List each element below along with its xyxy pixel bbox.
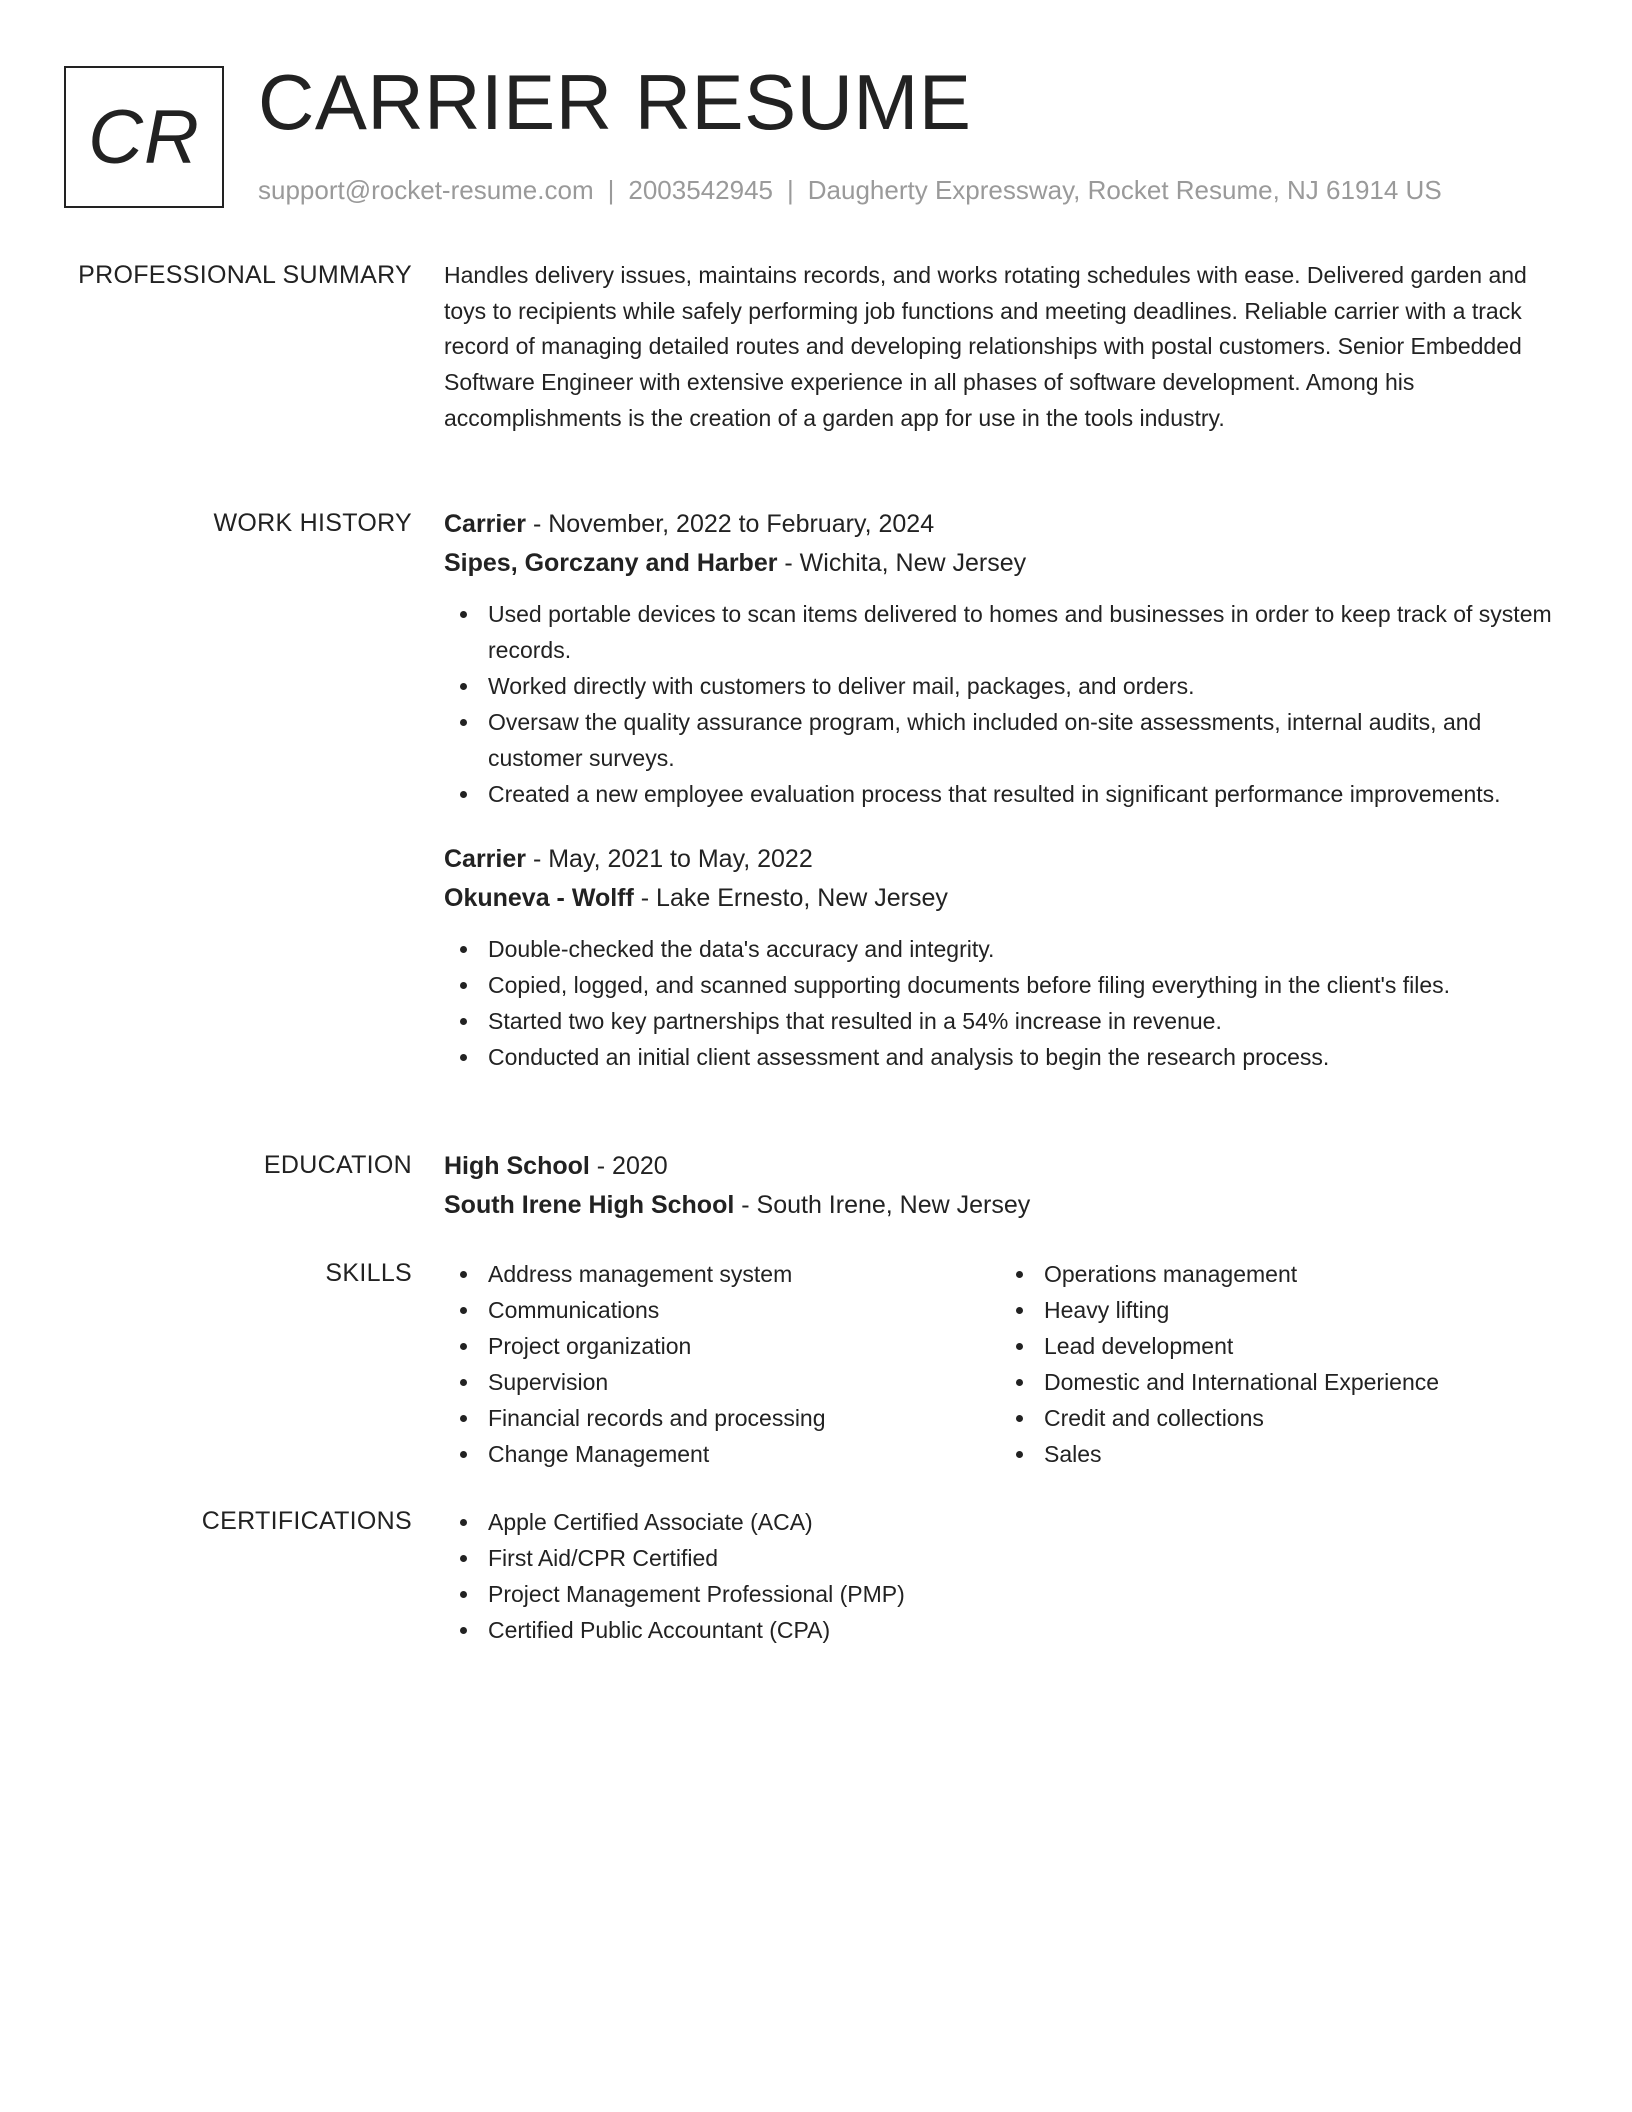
skill-item: Domestic and International Experience <box>1044 1364 1556 1400</box>
skill-item: Change Management <box>488 1436 1000 1472</box>
job-dates: - November, 2022 to February, 2024 <box>526 510 935 538</box>
certification-item: Project Management Professional (PMP) <box>488 1576 1556 1612</box>
summary-body <box>444 258 1556 437</box>
education-heading: EDUCATION <box>263 1151 412 1179</box>
job-bullets <box>444 596 1556 812</box>
job-bullet: Worked directly with customers to deliver mail, packages, and orders. <box>488 668 1556 704</box>
job-title: Carrier <box>444 510 526 538</box>
job-bullet: Oversaw the quality assurance program, which included on-site assessments, internal audits, and customer surveys. <box>488 704 1556 776</box>
job-bullet: Double-checked the data's accuracy and integrity. <box>488 931 1556 967</box>
skill-item: Lead development <box>1044 1328 1556 1364</box>
skill-item: Financial records and processing <box>488 1400 1000 1436</box>
job-bullets <box>444 931 1556 1075</box>
job-title-line <box>444 841 1556 877</box>
contact-line <box>258 172 1442 208</box>
skill-item: Operations management <box>1044 1256 1556 1292</box>
job-company: Okuneva - Wolff <box>444 884 634 912</box>
monogram-initials: CR <box>88 94 200 180</box>
work-history-body <box>444 506 1556 1075</box>
skill-item: Project organization <box>488 1328 1000 1364</box>
job-location: - Lake Ernesto, New Jersey <box>633 884 948 912</box>
job-location: - Wichita, New Jersey <box>777 549 1027 577</box>
job-dates: - May, 2021 to May, 2022 <box>526 845 813 873</box>
education-year: - 2020 <box>589 1152 668 1180</box>
education-location: - South Irene, New Jersey <box>734 1191 1031 1219</box>
education-degree-line <box>444 1148 1556 1184</box>
certification-item: Certified Public Accountant (CPA) <box>488 1612 1556 1648</box>
summary-heading: PROFESSIONAL SUMMARY <box>78 261 412 289</box>
education-degree: High School <box>444 1152 590 1180</box>
education-school: South Irene High School <box>444 1191 735 1219</box>
contact-email: support@rocket-resume.com <box>258 175 594 205</box>
job-entry <box>444 841 1556 1075</box>
certification-item: First Aid/CPR Certified <box>488 1540 1556 1576</box>
contact-separator: | <box>787 175 794 205</box>
job-company: Sipes, Gorczany and Harber <box>444 549 778 577</box>
skill-item: Sales <box>1044 1436 1556 1472</box>
skills-column-left <box>444 1256 1000 1472</box>
job-bullet: Used portable devices to scan items delivered to homes and businesses in order to keep track of system records. <box>488 596 1556 668</box>
job-bullet: Conducted an initial client assessment and analysis to begin the research process. <box>488 1039 1556 1075</box>
skills-column-right <box>1000 1256 1556 1472</box>
certification-item: Apple Certified Associate (ACA) <box>488 1504 1556 1540</box>
skill-item: Supervision <box>488 1364 1000 1400</box>
job-bullet: Created a new employee evaluation process that resulted in significant performance improvements. <box>488 776 1556 812</box>
summary-text: Handles delivery issues, maintains records, and works rotating schedules with ease. Delivered garden and toys to recipients while safely performing job functions and meeting deadlines. Reliable carrier with a track record of managing detailed routes and developing relationships with postal customers. Senior Embedded Software Engineer with extensive experience in all phases of software development. Among his accomplishments is the creation of a garden app for use in the tools industry. <box>444 262 1527 431</box>
job-company-line <box>444 545 1556 581</box>
skills-body <box>444 1256 1556 1472</box>
monogram-box <box>64 66 224 208</box>
skills-grid <box>444 1256 1556 1472</box>
contact-separator: | <box>607 175 615 205</box>
skills-heading: SKILLS <box>325 1259 412 1287</box>
skill-item: Heavy lifting <box>1044 1292 1556 1328</box>
resume-name: CARRIER RESUME <box>258 58 972 146</box>
skill-item: Credit and collections <box>1044 1400 1556 1436</box>
contact-phone: 2003542945 <box>628 175 773 205</box>
skill-item: Communications <box>488 1292 1000 1328</box>
certifications-list <box>444 1504 1556 1648</box>
certifications-heading: CERTIFICATIONS <box>201 1507 412 1535</box>
certifications-body <box>444 1504 1556 1648</box>
job-title-line <box>444 506 1556 542</box>
job-bullet: Started two key partnerships that resulted in a 54% increase in revenue. <box>488 1003 1556 1039</box>
job-company-line <box>444 880 1556 916</box>
job-bullet: Copied, logged, and scanned supporting documents before filing everything in the client's files. <box>488 967 1556 1003</box>
skill-item: Address management system <box>488 1256 1000 1292</box>
work-history-heading: WORK HISTORY <box>213 509 412 537</box>
job-entry <box>444 506 1556 812</box>
education-school-line <box>444 1187 1556 1223</box>
job-title: Carrier <box>444 845 526 873</box>
contact-address: Daugherty Expressway, Rocket Resume, NJ 61914 US <box>807 175 1442 205</box>
education-body <box>444 1148 1556 1223</box>
